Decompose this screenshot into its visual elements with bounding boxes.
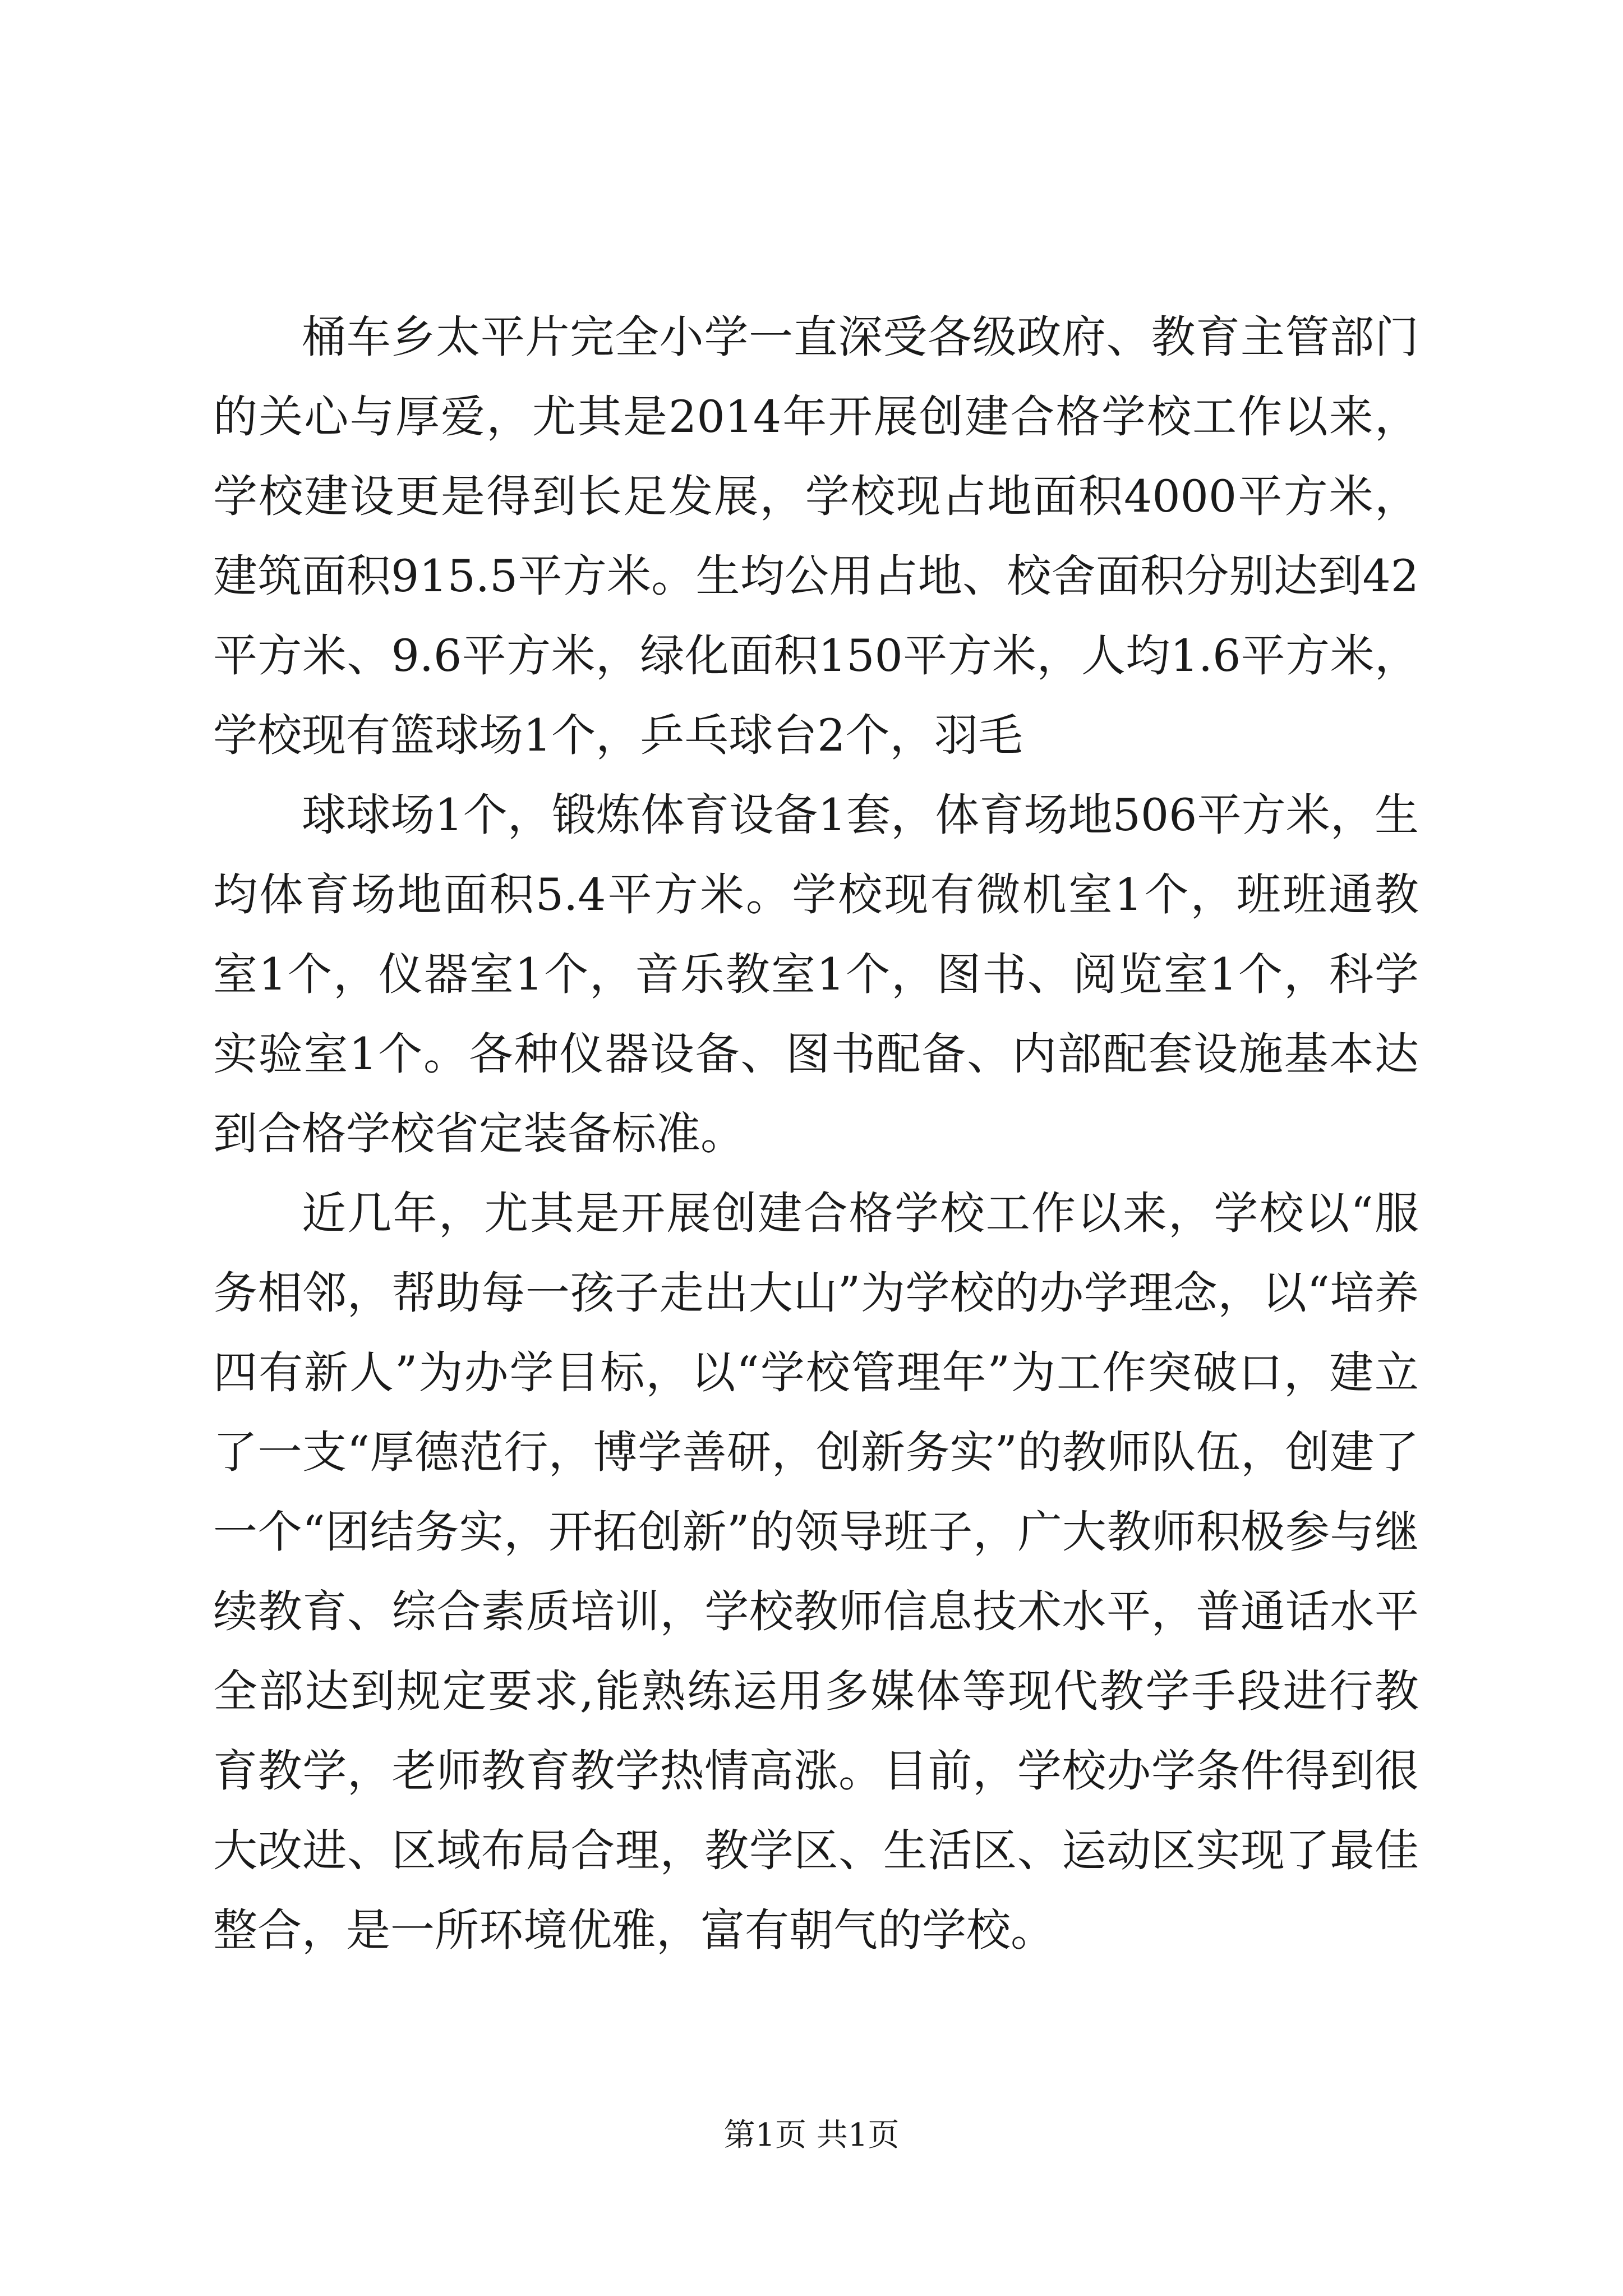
paragraph-facilities: 桶车乡太平片完全小学一直深受各级政府、教育主管部门的关心与厚爱，尤其是2014年开展创建合格学校工作以来，学校建设更是得到长足发展，学校现占地面积4000平方米，建筑面积915.5平方米。生均公用占地、校舍面积分别达到42平方米、9.6平方米，绿化面积150平方米，人均1.6平方米，学校现有篮球场1个，乒乓球台2个，羽毛 (213, 311, 1419, 761)
page-footer: 第1页 共1页 (723, 2117, 900, 2154)
paragraph-school-philosophy: 近几年，尤其是开展创建合格学校工作以来，学校以“服务相邻，帮助每一孩子走出大山”为学校的办学理念，以“培养四有新人”为办学目标，以“学校管理年”为工作突破口，建立了一支“厚德范行，博学善研，创新务实”的教师队伍，创建了一个“团结务实，开拓创新”的领导班子，广大教师积极参与继续教育、综合素质培训，学校教师信息技术水平，普通话水平全部达到规定要求,能熟练运用多媒体等现代教学手段进行教育教学，老师教育教学热情高涨。目前，学校办学条件得到很大改进、区域布局合理，教学区、生活区、运动区实现了最佳整合，是一所环境优雅，富有朝气的学校。 (213, 1188, 1419, 1956)
paragraph-sports-and-rooms: 球球场1个，锻炼体育设备1套，体育场地506平方米，生均体育场地面积5.4平方米。学校现有微机室1个，班班通教室1个，仪器室1个，音乐教室1个，图书、阅览室1个，科学实验室1个。各种仪器设备、图书配备、内部配套设施基本达到合格学校省定装备标准。 (213, 789, 1419, 1159)
document-body (213, 297, 1419, 1970)
